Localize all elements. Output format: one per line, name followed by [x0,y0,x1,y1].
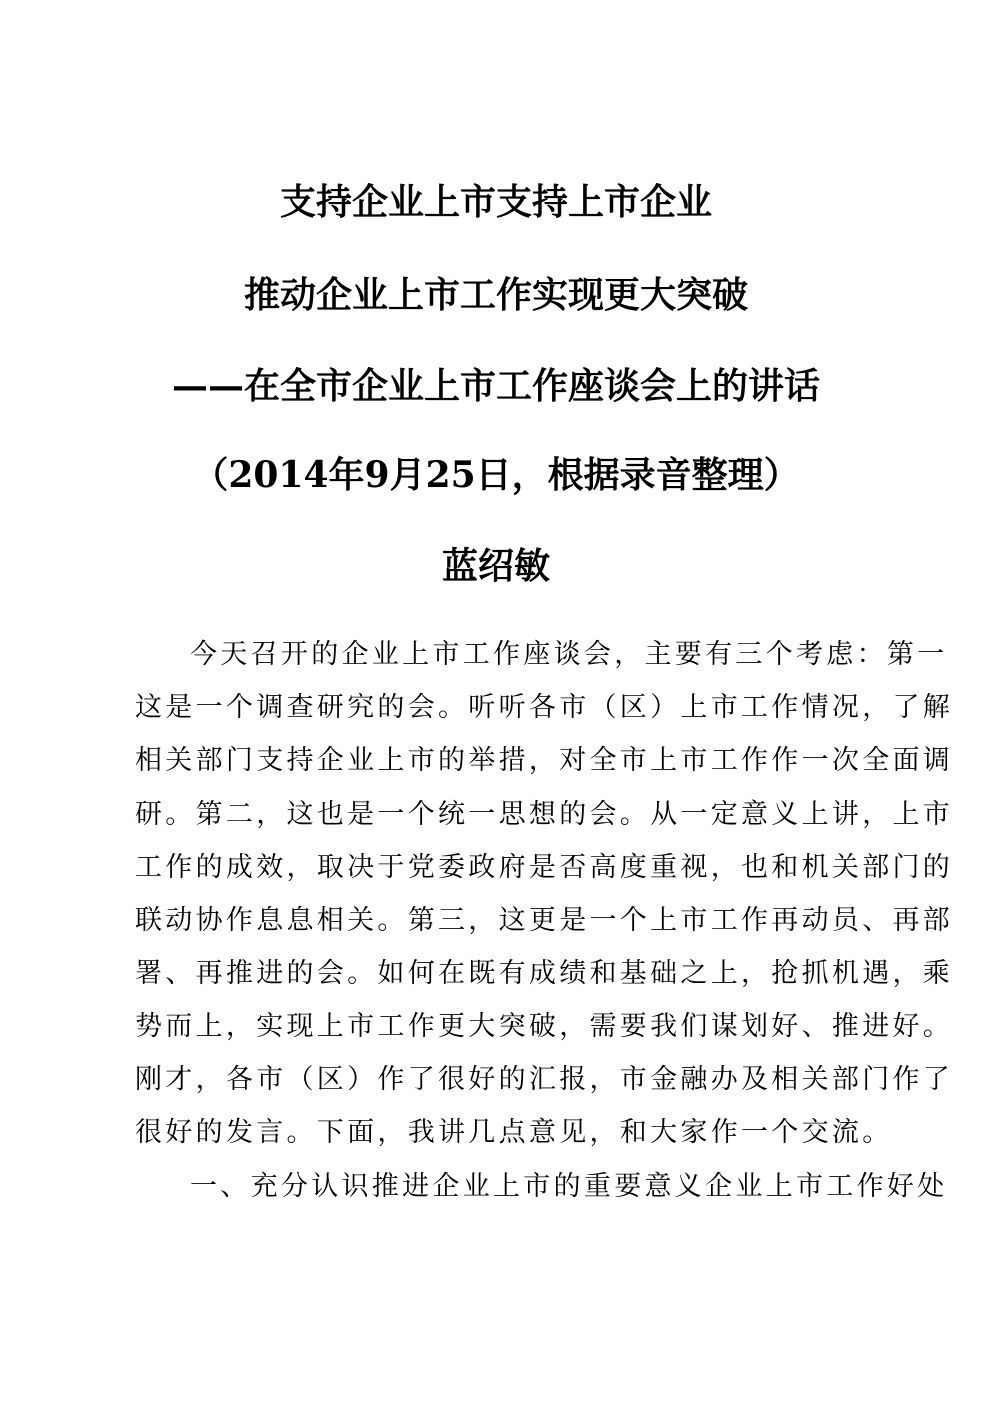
subtitle-line: ——在全市企业上市工作座谈会上的讲话 [171,365,820,407]
paragraph-1-line-10: 很好的发言。下面，我讲几点意见，和大家作一个交流。 [135,1117,893,1148]
paragraph-1-line-1: 今天召开的企业上市工作座谈会，主要有三个考虑：第一 [190,639,948,670]
title-line-2: 推动企业上市工作实现更大突破 [243,274,748,316]
title-line-1: 支持企业上市支持上市企业 [279,181,712,223]
paragraph-1-line-5: 工作的成效，取决于党委政府是否高度重视，也和机关部门的 [135,852,954,883]
date-note-line: （2014年9月25日，根据录音整理） [192,454,800,496]
paragraph-1-line-8: 势而上，实现上市工作更大突破，需要我们谋划好、推进好。 [135,1011,954,1042]
author-name: 蓝绍敏 [441,545,550,587]
paragraph-1-line-6: 联动协作息息相关。第三，这更是一个上市工作再动员、再部 [135,905,954,936]
paragraph-2-line-1: 一、充分认识推进企业上市的重要意义企业上市工作好处 [190,1171,948,1202]
paragraph-1-line-4: 研。第二，这也是一个统一思想的会。从一定意义上讲，上市 [135,799,954,830]
paragraph-1-line-2: 这是一个调查研究的会。听听各市（区）上市工作情况，了解 [135,692,954,723]
paragraph-1-line-7: 署、再推进的会。如何在既有成绩和基础之上，抢抓机遇，乘 [135,958,954,989]
paragraph-1-line-3: 相关部门支持企业上市的举措，对全市上市工作作一次全面调 [135,745,954,776]
paragraph-1-line-9: 刚才，各市（区）作了很好的汇报，市金融办及相关部门作了 [135,1064,954,1095]
